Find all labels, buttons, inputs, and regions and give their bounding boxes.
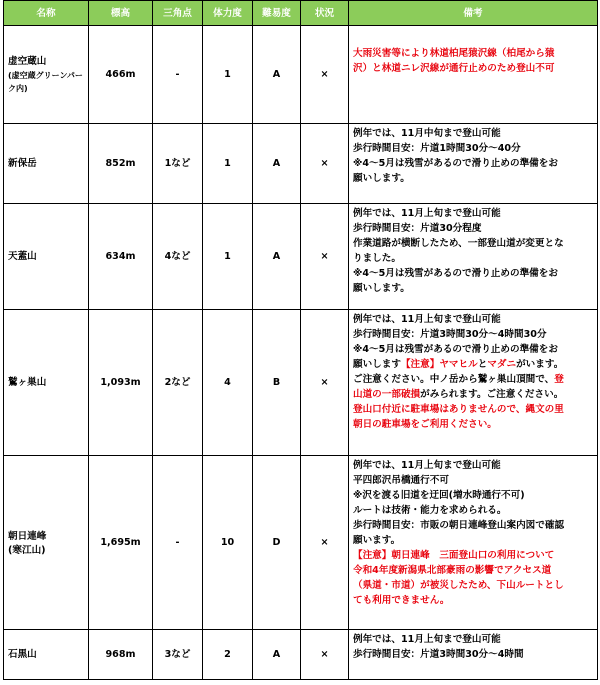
- mountain-name-cell: [4, 630, 89, 680]
- mountain-name: 新保岳: [8, 158, 37, 169]
- note-line: [353, 488, 593, 503]
- difficulty-cell: D: [253, 456, 301, 630]
- difficulty-cell: B: [253, 310, 301, 456]
- header-status: 状況: [301, 1, 349, 26]
- stamina-cell: 10: [203, 456, 253, 630]
- note-text: 願いします: [353, 359, 401, 370]
- difficulty-cell: A: [253, 630, 301, 680]
- stamina-cell: 1: [203, 204, 253, 310]
- triangulation-cell: 1など: [153, 124, 203, 204]
- stamina-cell: 1: [203, 26, 253, 124]
- note-line: [353, 281, 593, 296]
- elevation-cell: 852m: [89, 124, 153, 204]
- notes-cell: [349, 204, 598, 310]
- note-line: [353, 593, 593, 608]
- note-line: [353, 266, 593, 281]
- note-line: [353, 563, 593, 578]
- note-text: 例年では、11月上旬まで登山可能: [353, 634, 501, 645]
- note-text: 歩行時間目安：片道1時間30分～40分: [353, 143, 521, 154]
- elevation-cell: 634m: [89, 204, 153, 310]
- note-line: [353, 473, 593, 488]
- stamina-cell: 4: [203, 310, 253, 456]
- note-line: [353, 402, 593, 417]
- note-line: [353, 206, 593, 221]
- status-cell: ×: [301, 26, 349, 124]
- table-row: [4, 26, 598, 124]
- notes-cell: [349, 26, 598, 124]
- header-name: 名称: [4, 1, 89, 26]
- note-text: ルートは技術・能力を求められる。: [353, 505, 507, 516]
- note-warning-text: 沢）と林道ニレ沢線が通行止めのため登山不可: [353, 63, 555, 74]
- table-row: [4, 310, 598, 456]
- note-line: [353, 342, 593, 357]
- elevation-cell: 968m: [89, 630, 153, 680]
- stamina-cell: 2: [203, 630, 253, 680]
- triangulation-cell: 2など: [153, 310, 203, 456]
- mountain-name-cell: [4, 310, 89, 456]
- note-text: がいます。: [516, 359, 564, 370]
- mountain-table: [3, 0, 598, 680]
- note-line: [353, 503, 593, 518]
- triangulation-cell: -: [153, 456, 203, 630]
- note-warning-text: 山道の一部破損: [353, 389, 421, 400]
- elevation-cell: 1,093m: [89, 310, 153, 456]
- note-text: 例年では、11月上旬まで登山可能: [353, 314, 501, 325]
- mountain-name-sub: (寒江山): [8, 544, 46, 556]
- note-line: [353, 156, 593, 171]
- mountain-name: 朝日連峰: [8, 530, 47, 542]
- mountain-name: 鷲ヶ巣山: [8, 377, 47, 388]
- note-line: [353, 126, 593, 141]
- note-warning-text: 大雨災害等により林道柏尾猿沢線（柏尾から猿: [353, 48, 555, 59]
- triangulation-cell: -: [153, 26, 203, 124]
- table-row: [4, 456, 598, 630]
- note-line: [353, 578, 593, 593]
- table-row: [4, 630, 598, 680]
- stamina-cell: 1: [203, 124, 253, 204]
- note-warning-text: ても利用できません。: [353, 595, 450, 606]
- notes-cell: [349, 456, 598, 630]
- header-row: [4, 1, 598, 26]
- header-triangulation: 三角点: [153, 1, 203, 26]
- note-text: ※4～5月は残雪があるので滑り止めの準備をお: [353, 268, 558, 279]
- note-text: 歩行時間目安：市販の朝日連峰登山案内図で確認: [353, 520, 565, 531]
- note-text: ご注意ください。中ノ岳から鷲ヶ巣山頂間で、: [353, 374, 555, 385]
- note-line: [353, 251, 593, 266]
- note-line: [353, 141, 593, 156]
- note-text: ※4～5月は残雪があるので滑り止めの準備をお: [353, 344, 558, 355]
- note-text: 歩行時間目安：片道3時間30分～4時間: [353, 649, 524, 660]
- mountain-name-sub: (虚空蔵グリーンパーク内): [8, 71, 83, 93]
- note-text: と: [477, 359, 488, 370]
- note-text: 願いします。: [353, 283, 410, 294]
- note-line: [353, 327, 593, 342]
- note-line: [353, 417, 593, 432]
- note-text: ※沢を渡る旧道を迂回(増水時通行不可): [353, 490, 525, 501]
- note-text: 作業道路が横断したため、一部登山道が変更とな: [353, 238, 564, 249]
- note-line: [353, 171, 593, 186]
- mountain-name-cell: [4, 26, 89, 124]
- note-line: [353, 458, 593, 473]
- triangulation-cell: 4など: [153, 204, 203, 310]
- difficulty-cell: A: [253, 26, 301, 124]
- note-line: [353, 312, 593, 327]
- note-text: 歩行時間目安：片道30分程度: [353, 223, 482, 234]
- table-row: [4, 204, 598, 310]
- note-warning-text: 朝日の駐車場をご利用ください。: [353, 419, 497, 430]
- note-warning-text: 【注意】ヤマヒル: [400, 359, 478, 370]
- note-warning-text: 【注意】朝日連峰 三面登山口の利用について: [353, 550, 555, 561]
- status-cell: ×: [301, 630, 349, 680]
- header-elevation: 標高: [89, 1, 153, 26]
- table-row: [4, 124, 598, 204]
- status-cell: ×: [301, 310, 349, 456]
- note-text: 平四郎沢吊橋通行不可: [353, 475, 449, 486]
- note-warning-text: 令和4年度新潟県北部豪雨の影響でアクセス道: [353, 565, 552, 576]
- mountain-name: 石黒山: [8, 649, 37, 660]
- note-line: [353, 357, 593, 372]
- note-line: [353, 632, 593, 647]
- note-warning-text: （県道・市道）が被災したため、下山ルートとし: [353, 580, 564, 591]
- triangulation-cell: 3など: [153, 630, 203, 680]
- note-text: 例年では、11月中旬まで登山可能: [353, 128, 501, 139]
- status-cell: ×: [301, 456, 349, 630]
- note-line: [353, 61, 593, 76]
- status-cell: ×: [301, 204, 349, 310]
- header-difficulty: 難易度: [253, 1, 301, 26]
- mountain-name-cell: [4, 204, 89, 310]
- elevation-cell: 1,695m: [89, 456, 153, 630]
- mountain-name-cell: [4, 456, 89, 630]
- note-line: [353, 647, 593, 662]
- note-warning-text: 登: [554, 374, 564, 385]
- note-text: りました。: [353, 253, 401, 264]
- note-text: 願いします。: [353, 173, 410, 184]
- difficulty-cell: A: [253, 124, 301, 204]
- elevation-cell: 466m: [89, 26, 153, 124]
- notes-cell: [349, 630, 598, 680]
- note-line: [353, 372, 593, 387]
- status-cell: ×: [301, 124, 349, 204]
- note-text: がみられます。ご注意ください。: [420, 389, 564, 400]
- note-line: [353, 387, 593, 402]
- note-text: 例年では、11月上旬まで登山可能: [353, 460, 501, 471]
- note-text: 例年では、11月上旬まで登山可能: [353, 208, 501, 219]
- note-line: [353, 236, 593, 251]
- mountain-name-cell: [4, 124, 89, 204]
- note-line: [353, 533, 593, 548]
- note-warning-text: マダニ: [487, 359, 517, 370]
- notes-cell: [349, 310, 598, 456]
- note-text: 願います。: [353, 535, 401, 546]
- note-warning-text: 登山口付近に駐車場はありませんので、縄文の里: [353, 404, 564, 415]
- note-line: [353, 46, 593, 61]
- note-line: [353, 548, 593, 563]
- mountain-name: 天蓋山: [8, 251, 37, 262]
- mountain-name: 虚空蔵山: [8, 56, 47, 67]
- note-line: [353, 221, 593, 236]
- notes-cell: [349, 124, 598, 204]
- header-stamina: 体力度: [203, 1, 253, 26]
- note-line: [353, 518, 593, 533]
- header-notes: 備考: [349, 1, 598, 26]
- note-text: 歩行時間目安：片道3時間30分～4時間30分: [353, 329, 547, 340]
- difficulty-cell: A: [253, 204, 301, 310]
- note-text: ※4～5月は残雪があるので滑り止めの準備をお: [353, 158, 558, 169]
